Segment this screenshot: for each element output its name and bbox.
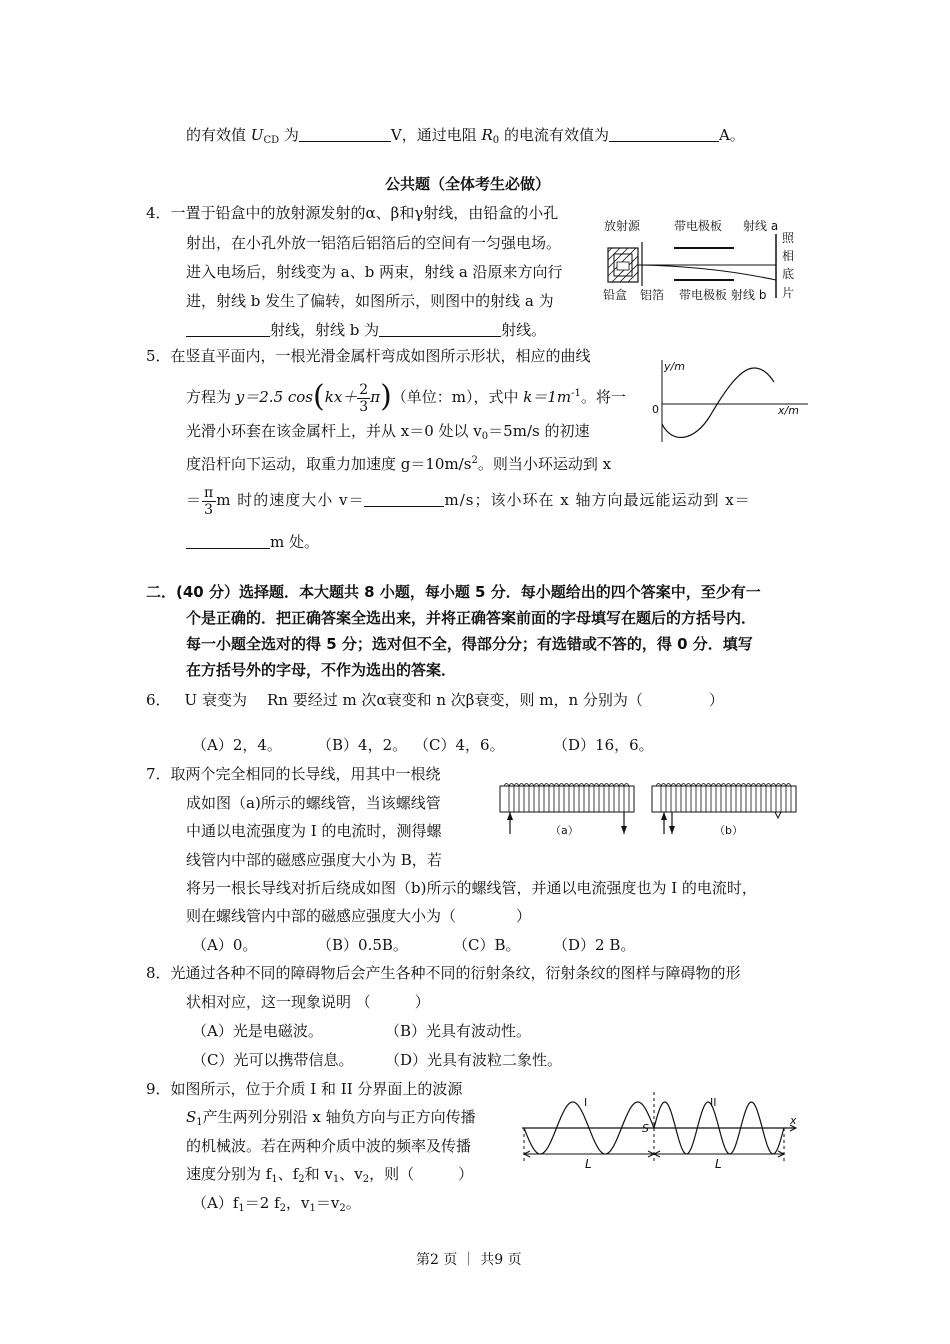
q9-text: ） bbox=[458, 1165, 474, 1183]
q9-text: 、f bbox=[277, 1165, 299, 1183]
fig-label-box: 铅盒 bbox=[603, 288, 628, 302]
q5-text: ＝5m/s 的初速 bbox=[488, 422, 590, 440]
q5-text: 。则当小环运动到 x bbox=[477, 455, 612, 473]
q6-text: Rn 要经过 m 次α衰变和 n 次β衰变，则 m，n 分别为（ bbox=[266, 691, 643, 709]
fig-label-b: （b） bbox=[714, 824, 743, 837]
q9-line: 9．如图所示，位于介质 I 和 II 分界面上的波源 bbox=[146, 1080, 463, 1098]
fig-label-film: 照 bbox=[782, 231, 795, 245]
q8-line bbox=[186, 992, 430, 1012]
q7-line: 中通以电流强度为 I 的电流时，测得螺 bbox=[186, 822, 442, 840]
q9-line: 速度分别为 $f_1$、$f_2$和 $v_1$、$v_2$，则（ ） bbox=[186, 1165, 474, 1185]
q4-line bbox=[186, 320, 546, 340]
q5-text: m 处。 bbox=[270, 533, 319, 551]
q6-option-d[interactable]: （D）16，6。 bbox=[553, 736, 654, 754]
answer-blank[interactable] bbox=[364, 492, 444, 507]
q9-text: 速度分别为 f bbox=[186, 1165, 272, 1183]
q5-text: 度沿杆向下运动，取重力加速度 g＝10m/s bbox=[186, 455, 472, 473]
intro-text-5: A。 bbox=[718, 126, 745, 144]
q7-line: 7．取两个完全相同的长导线，用其中一根绕 bbox=[146, 765, 441, 783]
region-2-label: II bbox=[710, 1096, 717, 1109]
q4-line: 进入电场后，射线变为 a、b 两束，射线 a 沿原来方向行 bbox=[186, 263, 563, 281]
q6-option-c[interactable]: （C）4，6。 bbox=[414, 736, 505, 754]
q8-option-b[interactable]: （B）光具有波动性。 bbox=[385, 1022, 532, 1040]
answer-blank[interactable] bbox=[379, 322, 501, 337]
fig-label-a: （a） bbox=[550, 824, 579, 837]
q5-line bbox=[186, 480, 751, 520]
q5-sup: -1 bbox=[571, 388, 581, 399]
q5-line bbox=[186, 421, 589, 447]
q9-line bbox=[186, 1107, 476, 1133]
q8-text: 状相对应，这一现象说明 （ bbox=[186, 993, 371, 1011]
q7-text: ） bbox=[516, 907, 532, 925]
q5-text: m 时的速度大小 v＝ bbox=[216, 491, 365, 509]
q9-text: 和 v bbox=[304, 1165, 333, 1183]
fig-label-plate-bottom: 带电极板 bbox=[679, 288, 728, 302]
q5-text: （单位：m），式中 bbox=[391, 388, 524, 406]
fig-label-film: 底 bbox=[782, 267, 795, 281]
q5-text: 。将一 bbox=[580, 388, 626, 406]
q9-text: ＝v bbox=[315, 1194, 340, 1212]
intro-text-1: 的有效值 bbox=[186, 126, 251, 144]
section2-line: 每一小题全选对的得 5 分；选对但不全，得部分分；有选错或不答的，得 0 分．填写 bbox=[186, 635, 753, 653]
q7-text: 则在螺线管内中部的磁感应强度大小为（ bbox=[186, 907, 457, 925]
q9-text: （A）f bbox=[192, 1194, 239, 1212]
q6-stem bbox=[146, 690, 724, 710]
fig-label-film: 相 bbox=[782, 249, 795, 263]
frac-num: 2 bbox=[359, 381, 369, 398]
q9-text: ，则（ bbox=[369, 1165, 415, 1183]
page-footer: 第2 页 ｜ 共9 页 bbox=[416, 1252, 522, 1268]
section2-line: 个是正确的．把正确答案全选出来，并将正确答案前面的字母填写在题后的方括号内． bbox=[186, 609, 757, 627]
answer-blank[interactable] bbox=[299, 127, 391, 142]
fig-label-ray-b: 射线 b bbox=[731, 288, 767, 302]
q8-option-c[interactable]: （C）光可以携带信息。 bbox=[192, 1051, 354, 1069]
q9-text: ＝2 f bbox=[244, 1194, 280, 1212]
intro-var-r-sub: 0 bbox=[492, 135, 500, 146]
q7-option-a[interactable]: （A）0。 bbox=[192, 936, 258, 954]
q7-option-b[interactable]: （B）0.5B。 bbox=[317, 936, 408, 954]
q9-text: 、v bbox=[339, 1165, 363, 1183]
q5-line bbox=[186, 532, 319, 552]
q5-equation: y＝2.5 cos bbox=[235, 388, 314, 406]
x-axis-label: x/m bbox=[778, 404, 799, 417]
q9-option-a[interactable]: $(A)f_1=2$ $f_2$，$v_1=v_2$。 bbox=[192, 1194, 361, 1214]
frac-den: 3 bbox=[359, 398, 369, 415]
intro-text-2: 为 bbox=[279, 126, 299, 144]
intro-var-u: U bbox=[250, 126, 264, 144]
y-axis-label: y/m bbox=[664, 360, 685, 373]
q5-line: 5．在竖直平面内，一根光滑金属杆弯成如图所示形状，相应的曲线 bbox=[146, 347, 591, 365]
x-axis-label: x bbox=[790, 1114, 797, 1127]
q7-option-d[interactable]: （D）2 B。 bbox=[553, 936, 636, 954]
lead-box bbox=[608, 248, 638, 282]
intro-var-u-sub: CD bbox=[263, 135, 280, 146]
origin-label: 0 bbox=[652, 403, 659, 416]
q5-line bbox=[186, 451, 611, 474]
q9-text: ，v bbox=[286, 1194, 310, 1212]
q5-text: k＝1m bbox=[523, 388, 572, 406]
q6-option-b[interactable]: （B）4，2。 bbox=[317, 736, 408, 754]
q5-sup: 2 bbox=[471, 455, 478, 466]
cosine-curve bbox=[662, 368, 774, 437]
paren-close: ) bbox=[380, 379, 392, 414]
q5-figure-cosine bbox=[644, 356, 814, 446]
q7-line: 线管内中部的磁感应强度大小为 B，若 bbox=[186, 851, 442, 869]
answer-blank[interactable] bbox=[609, 127, 719, 142]
q6-text: ） bbox=[708, 691, 724, 709]
section2-line: 在方括号外的字母，不作为选出的答案． bbox=[186, 661, 457, 679]
q9-line: 的机械波。若在两种介质中波的频率及传播 bbox=[186, 1137, 472, 1155]
q5-sub: 0 bbox=[481, 431, 489, 442]
q9-text: 。 bbox=[345, 1194, 361, 1212]
paren-open: ( bbox=[313, 379, 325, 414]
length-label-1: L bbox=[585, 1157, 592, 1171]
q9-sub: 1 bbox=[196, 1117, 203, 1128]
q5-text: 光滑小环套在该金属杆上，并从 x＝0 处以 v bbox=[186, 422, 482, 440]
frac-den: 3 bbox=[204, 501, 215, 518]
q8-option-d[interactable]: （D）光具有波粒二象性。 bbox=[385, 1051, 563, 1069]
q4-figure-radiation bbox=[600, 212, 800, 312]
q9-figure-waves bbox=[518, 1090, 804, 1174]
q8-text: ） bbox=[414, 993, 430, 1011]
q5-text: ＝ bbox=[186, 491, 203, 509]
q4-text: 射线。 bbox=[501, 321, 547, 339]
ray-b-line bbox=[638, 265, 776, 280]
q5-text: 方程为 bbox=[186, 388, 236, 406]
q5-text: m/s；该小环在 x 轴方向最远能运动到 x＝ bbox=[444, 491, 751, 509]
fig-label-foil: 铝箔 bbox=[640, 288, 665, 302]
intro-text-3: V，通过电阻 bbox=[390, 126, 482, 144]
frac-num: π bbox=[204, 484, 215, 501]
q7-line bbox=[186, 906, 531, 926]
intro-text-4: 的电流有效值为 bbox=[499, 126, 609, 144]
intro-var-r: R bbox=[481, 126, 493, 144]
source-label: S bbox=[642, 1122, 649, 1135]
answer-blank[interactable] bbox=[186, 322, 270, 337]
q4-line: 进，射线 b 发生了偏转，如图所示，则图中的射线 a 为 bbox=[186, 292, 554, 310]
q4-text: 射线，射线 b 为 bbox=[270, 321, 380, 339]
section2-line: 二．(40 分）选择题．本大题共 8 小题，每小题 5 分．每小题给出的四个答案中，至少有一 bbox=[146, 583, 761, 601]
q5-equation: π bbox=[370, 388, 381, 406]
length-label-2: L bbox=[715, 1157, 722, 1171]
region-1-label: I bbox=[584, 1096, 588, 1109]
q4-line: 4．一置于铅盒中的放射源发射的α、β和γ射线，由铅盒的小孔 bbox=[146, 204, 559, 222]
q8-line: 8．光通过各种不同的障碍物后会产生各种不同的衍射条纹，衍射条纹的图样与障碍物的形 bbox=[146, 964, 741, 982]
q7-figure-solenoids bbox=[492, 772, 804, 844]
frac-pi-3 bbox=[202, 485, 216, 518]
q6-option-a[interactable]: （A）2，4。 bbox=[192, 736, 282, 754]
fig-label-ray-a: 射线 a bbox=[743, 219, 779, 233]
q8-option-a[interactable]: （A）光是电磁波。 bbox=[192, 1022, 323, 1040]
section-title-common: 公共题（全体考生必做） bbox=[385, 175, 551, 193]
q6-text: U 衰变为 bbox=[184, 691, 247, 709]
fig-label-plate-top: 带电极板 bbox=[674, 219, 723, 233]
q7-option-c[interactable]: （C）B。 bbox=[453, 936, 521, 954]
q7-line: 成如图（a)所示的螺线管，当该螺线管 bbox=[186, 794, 441, 812]
fig-label-source: 放射源 bbox=[604, 219, 641, 233]
q5-equation-line bbox=[186, 374, 626, 414]
fig-label-film: 片 bbox=[782, 286, 795, 300]
q5-equation: kx＋ bbox=[324, 388, 358, 406]
answer-blank[interactable] bbox=[186, 534, 270, 549]
q9-text: 产生两列分别沿 x 轴负方向与正方向传播 bbox=[202, 1108, 476, 1126]
frac-2-3 bbox=[357, 382, 370, 415]
q6-number: 6． bbox=[146, 691, 171, 709]
q9-text: S bbox=[186, 1108, 197, 1126]
q4-line: 射出，在小孔外放一铝箔后铝箔后的空间有一匀强电场。 bbox=[186, 234, 562, 252]
intro-line bbox=[186, 125, 745, 151]
q7-line: 将另一根长导线对折后绕成如图（b)所示的螺线管，并通以电流强度也为 I 的电流时， bbox=[186, 879, 757, 897]
